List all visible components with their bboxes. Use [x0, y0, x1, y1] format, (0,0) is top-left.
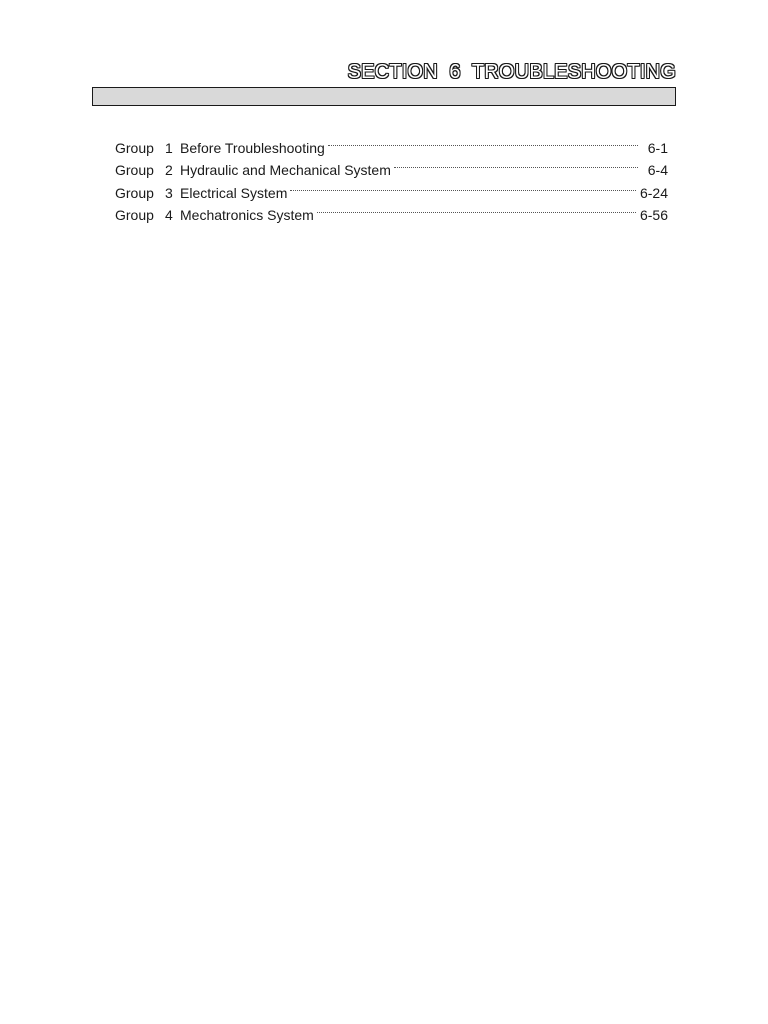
toc-group-number: 3 [165, 184, 173, 201]
toc-entry-label: Mechatronics System [180, 207, 314, 223]
dot-leader [317, 198, 636, 221]
toc-entry-label: Before Troubleshooting [180, 139, 325, 156]
dot-leader [394, 153, 638, 176]
toc-group-word: Group [115, 139, 154, 156]
dot-leader [290, 175, 636, 198]
toc-group-word: Group [115, 207, 154, 223]
table-of-contents [115, 130, 668, 223]
dot-leader [328, 130, 638, 153]
toc-group-word: Group [115, 184, 154, 201]
toc-group-number: 1 [165, 139, 173, 156]
title-bar [92, 87, 676, 106]
toc-page-number: 6-1 [647, 139, 668, 156]
toc-group-number: 4 [165, 207, 173, 223]
toc-page-number: 6-4 [647, 162, 668, 178]
toc-group-word: Group [115, 162, 154, 178]
toc-group-number: 2 [165, 162, 173, 178]
toc-entry-label: Electrical System [180, 184, 288, 201]
toc-entry-label: Hydraulic and Mechanical System [180, 162, 391, 178]
toc-page-number: 6-24 [639, 184, 668, 201]
toc-page-number: 6-56 [639, 207, 668, 223]
toc-entry-1[interactable] [115, 130, 668, 156]
section-title: SECTION 6 TROUBLESHOOTING [347, 61, 676, 83]
